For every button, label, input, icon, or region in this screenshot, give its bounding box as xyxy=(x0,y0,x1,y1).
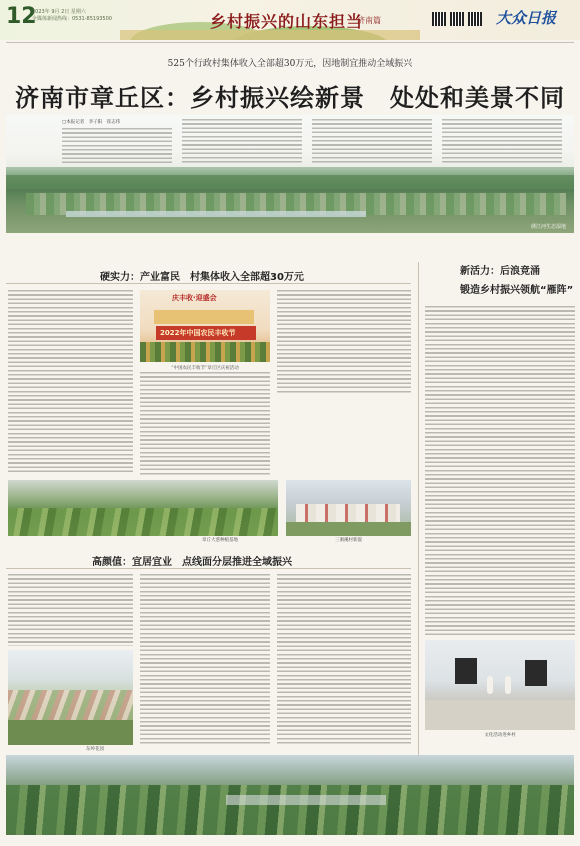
stage-photo xyxy=(425,640,575,730)
section-title: 宜居宜业 点线面分层推进全域振兴 xyxy=(132,557,292,568)
intro-text-column xyxy=(62,128,172,164)
speaker-stack xyxy=(525,660,547,686)
festival-caption: “中国农民丰收节”章丘区庆祝活动 xyxy=(171,366,239,371)
section-kicker-line xyxy=(460,262,575,277)
body-text-column xyxy=(277,574,411,744)
aerial-fields xyxy=(6,785,574,835)
qr-code-icon xyxy=(468,12,482,26)
section-kicker: 新活力： xyxy=(460,266,500,277)
farmland-rows xyxy=(8,508,278,536)
body-text-column xyxy=(8,290,133,475)
column-subtitle: 济南篇 xyxy=(357,16,381,25)
body-text-column xyxy=(8,574,133,646)
intro-text-column xyxy=(442,119,562,164)
article-title: 济南市章丘区：乡村振兴绘新景 处处和美景不同 xyxy=(15,84,565,112)
stage-caption: 文化活动进乡村 xyxy=(484,733,516,738)
village-buildings xyxy=(296,504,400,522)
section-kicker: 硬实力： xyxy=(100,272,140,283)
garden-photo xyxy=(8,650,133,745)
section-title: 后浪竞涌 xyxy=(500,266,540,277)
performer xyxy=(505,676,511,694)
body-text-column xyxy=(277,290,411,393)
section-heading-3 xyxy=(92,553,292,568)
festival-banner-text: 庆丰收·迎盛会 xyxy=(172,294,217,302)
garden-caption: 东岭花园 xyxy=(86,747,104,752)
byline: □本报记者 李子阳 崔志伟 xyxy=(62,120,121,125)
bottom-aerial-photo xyxy=(6,755,574,835)
festival-sign-text: 2022年中国农民丰收节 xyxy=(160,329,236,337)
body-text-column xyxy=(140,574,270,744)
banner-photo xyxy=(6,115,574,233)
body-text-column xyxy=(425,306,575,636)
garden-paths xyxy=(8,690,133,720)
village-photo xyxy=(286,480,411,536)
speaker-stack xyxy=(455,658,477,684)
dateline xyxy=(32,9,112,23)
water-surface xyxy=(66,211,366,217)
qr-code-icon xyxy=(450,12,464,26)
section-title-line-2: 锻造乡村振兴领航“雁阵” xyxy=(460,285,574,296)
performer xyxy=(487,676,493,694)
header-divider xyxy=(6,42,574,43)
village-caption: 三涧溪村新貌 xyxy=(335,538,362,543)
tree-line xyxy=(6,175,574,189)
qr-code-icon xyxy=(432,12,446,26)
aerial-river xyxy=(226,795,386,805)
festival-crowd xyxy=(140,342,270,362)
section-heading-1 xyxy=(100,268,304,283)
garden-lawn xyxy=(8,720,133,745)
dateline-date: 2023年 9月 2日 星期六 xyxy=(32,9,86,15)
body-text-column xyxy=(140,372,270,475)
section-title: 产业富民 村集体收入全部超30万元 xyxy=(140,272,304,283)
column-title: 乡村振兴的山东担当 xyxy=(210,12,364,31)
page-header xyxy=(0,0,580,40)
section-rule xyxy=(6,568,411,569)
farmland-caption: 章丘大葱种植基地 xyxy=(202,538,238,543)
intro-text-column xyxy=(312,119,432,164)
banner-caption: 绣江河生态湿地 xyxy=(530,224,566,230)
section-heading-2 xyxy=(460,262,575,300)
brand-logo: 大众日报 xyxy=(496,9,557,27)
section-rule xyxy=(6,283,411,284)
farmland-photo xyxy=(8,480,278,536)
village-greenery xyxy=(286,522,411,536)
dateline-hotline: 全媒体新闻热线：0531-85193500 xyxy=(32,16,112,22)
festival-stage xyxy=(154,310,254,324)
festival-photo xyxy=(140,290,270,362)
section-kicker: 高颜值： xyxy=(92,557,132,568)
intro-text-column xyxy=(182,119,302,164)
page-number: 12 xyxy=(6,4,37,29)
column-divider xyxy=(418,262,419,822)
article-subtitle: 525个行政村集体收入全部超30万元，因地制宜推动全域振兴 xyxy=(167,59,413,69)
stage-floor xyxy=(425,700,575,730)
